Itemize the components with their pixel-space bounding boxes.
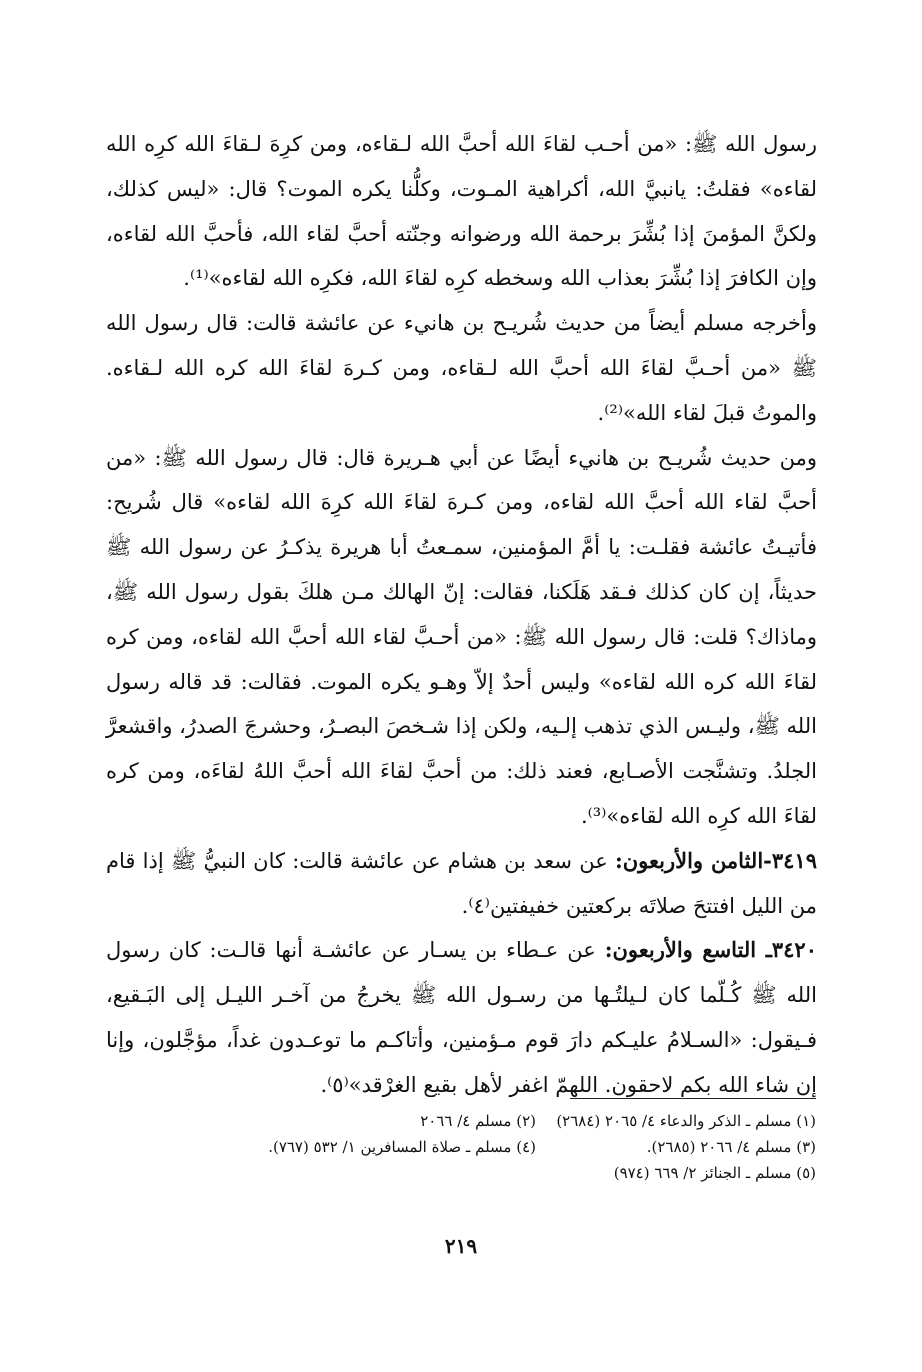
hadith-entry-3419 bbox=[106, 839, 817, 929]
footnote-2: (٢) مسلم ٤/ ٢٠٦٦ bbox=[420, 1112, 536, 1130]
paragraph-3: ومن حديث شُريـح بن هانيء أيضًا عن أبي هـريرة قال: قال رسول الله ﷺ: «من أحبَّ لقاء الله أحبَّ الله لقاءه، ومن كـرهَ لقاءَ الله كرِهَ الله لقاءه» قال شُريح: فأتيـتُ عائشة فقلـت: يا أمَّ المؤمنين، سمـعتُ أبا هريرة يذكـرُ عن رسول الله ﷺ حديثاً، إن كان كذلك فـقد هَلَكنا، فقالت: إنّ الهالك مـن هلكَ بقول رسول الله ﷺ، وماذاك؟ قلت: قال رسول الله ﷺ: «من أحـبَّ لقاء الله أحبَّ الله لقاءه، ومن كره لقاءَ الله كره الله لقاءه» وليس أحدٌ إلاّ وهـو يكره الموت. فقالت: قد قاله رسول الله ﷺ، وليـس الذي تذهب إلـيه، ولكن إذا شـخصَ البصـرُ، وحشرجَ الصدرُ، واقشعرَّ الجلدُ. وتشنَّجت الأصـابع، فعند ذلك: من أحبَّ لقاءَ الله أحبَّ اللهُ لقاءَه، ومن كره لقاءَ الله كرِه الله لقاءه»⁽³⁾. bbox=[106, 445, 817, 828]
footnote-row bbox=[140, 1108, 816, 1134]
hadith-heading: ـ التاسع والأربعون: bbox=[604, 937, 772, 963]
footnote-3: (٣) مسلم ٤/ ٢٠٦٦ (٢٦٨٥). bbox=[646, 1138, 816, 1156]
hadith-number: ٣٤٢٠ bbox=[771, 937, 817, 963]
hadith-entry-3420 bbox=[106, 928, 817, 1107]
hadith-text: عن عـطاء بن يسـار عن عائشـة أنها قالـت: كان رسول الله ﷺ كُـلّما كان لـيلتُـها من رسـول الله ﷺ يخرجُ من آخـر الليـل إلى البَـقيع، فـيقول: «السـلامُ عليـكم دارَ قوم مـؤمنين، وأتاكـم ما توعـدون غداً، مؤجَّلون، وإنا إن شاء الله بكم لاحقون. اللهمّ اغفر لأهل بقيع الغرْقد»⁽٥⁾. bbox=[106, 938, 817, 1097]
hadith-text: عن سعد بن هشام عن عائشة قالت: كان النبيُّ ﷺ إذا قام من الليل افتتحَ صلاتَه بركعتين خفيفتين⁽٤⁾. bbox=[106, 848, 817, 918]
paragraph-2: وأخرجه مسلم أيضاً من حديث شُريـح بن هانيء عن عائشة قالت: قال رسول الله ﷺ «من أحـبَّ لقاءَ الله أحبَّ الله لـقاءه، ومن كـرهَ لقاءَ الله كره الله لـقاءه. والموتُ قبلَ لقاء الله»⁽²⁾. bbox=[106, 311, 817, 425]
footnote-separator bbox=[570, 1098, 816, 1099]
footnote-row bbox=[140, 1160, 816, 1186]
footnote-1: (١) مسلم ـ الذكر والدعاء ٤/ ٢٠٦٥ (٢٦٨٤) bbox=[556, 1112, 816, 1130]
footnote-4: (٤) مسلم ـ صلاة المسافرين ١/ ٥٣٢ (٧٦٧). bbox=[268, 1138, 536, 1156]
paragraph-1: رسول الله ﷺ: «من أحـب لقاءَ الله أحبَّ الله لـقاءه، ومن كرِهَ لـقاءَ الله كرِه الله لقاءه» فقلتُ: يانبيَّ الله، أكراهية المـوت، وكلُّنا يكره الموت؟ قال: «ليس كذلك، ولكنَّ المؤمنَ إذا بُشِّرَ برحمة الله ورضوانه وجنّته أحبَّ لقاء الله، فأحبَّ الله لقاءه، وإن الكافرَ إذا بُشِّرَ بعذاب الله وسخطه كرِه لقاءَ الله، فكرِه الله لقاءه»⁽¹⁾. bbox=[106, 132, 817, 291]
footnote-5: (٥) مسلم ـ الجنائز ٢/ ٦٦٩ (٩٧٤) bbox=[613, 1164, 816, 1182]
footnotes bbox=[140, 1108, 816, 1186]
footnote-row bbox=[140, 1134, 816, 1160]
page-number: ٢١٩ bbox=[444, 1234, 478, 1258]
hadith-number: ٣٤١٩ bbox=[771, 847, 817, 873]
main-text bbox=[106, 122, 817, 1108]
hadith-heading: -الثامن والأربعون: bbox=[614, 847, 772, 873]
